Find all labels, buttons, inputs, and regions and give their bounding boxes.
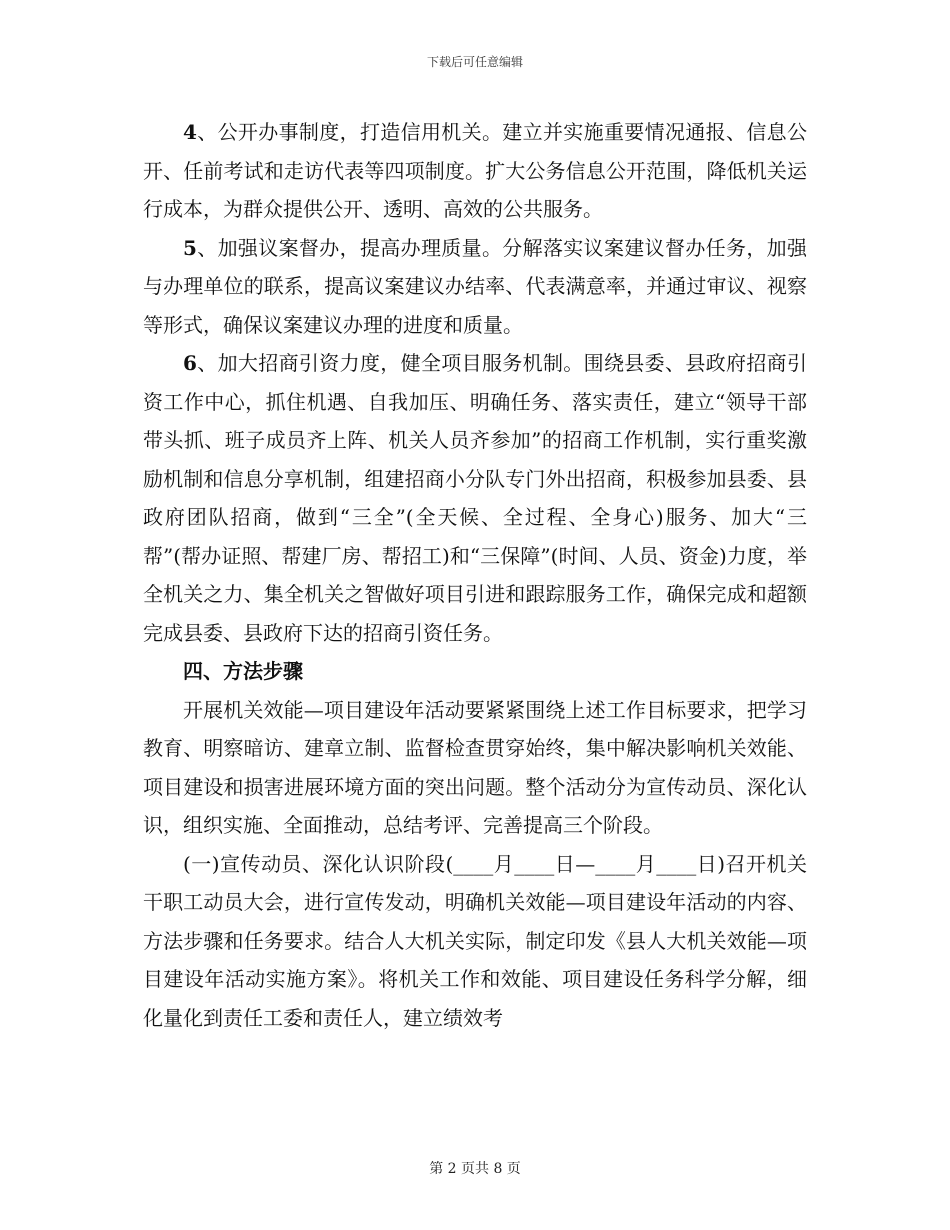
paragraph-text: 、加强议案督办，提高办理质量。分解落实议案建议督办任务，加强与办理单位的联系，提高议案建议办结率、代表满意率，并通过审议、视察等形式，确保议案建议办理的进度和质量。 [143,235,807,337]
page-header: 下载后可任意编辑 [426,55,523,69]
item-number: 5 [183,235,197,260]
section-paragraph: 开展机关效能—项目建设年活动要紧紧围绕上述工作目标要求，把学习教育、明察暗访、建章立制、监督检查贯穿始终，集中解决影响机关效能、项目建设和损害进展环境方面的突出问题。整个活动分为宣传动员、深化认识，组织实施、全面推动，总结考评、完善提高三个阶段。 [143,697,807,837]
document-body [143,113,807,1037]
item-number: 6 [183,351,197,375]
paragraph-text: 、公开办事制度，打造信用机关。建立并实施重要情况通报、信息公开、任前考试和走访代表等四项制度。扩大公务信息公开范围，降低机关运行成本，为群众提供公开、透明、高效的公共服务。 [143,120,807,221]
section-paragraph: (一)宣传动员、深化认识阶段(____月____日—____月____日)召开机关干职工动员大会，进行宣传发动，明确机关效能—项目建设年活动的内容、方法步骤和任务要求。结合人大机关实际，制定印发《县人大机关效能—项目建设年活动实施方案》。将机关工作和效能、项目建设任务科学分解，细化量化到责任工委和责任人，建立绩效考 [143,851,807,1030]
paragraph-item-5 [143,229,807,345]
paragraph-item-6 [143,344,807,652]
paragraph-text: 、加大招商引资力度，健全项目服务机制。围绕县委、县政府招商引资工作中心，抓住机遇、自我加压、明确任务、落实责任，建立“领导干部带头抓、班子成员齐上阵、机关人员齐参加”的招商工作机制，实行重奖激励机制和信息分享机制，组建招商小分队专门外出招商，积极参加县委、县政府团队招商，做到“三全”(全天候、全过程、全身心)服务、加大“三帮”(帮办证照、帮建厂房、帮招工)和“三保障”(时间、人员、资金)力度，举全机关之力、集全机关之智做好项目引进和跟踪服务工作，确保完成和超额完成县委、县政府下达的招商引资任务。 [143,351,807,645]
section-heading: 四、方法步骤 [183,659,303,683]
item-number: 4 [183,120,197,144]
page-footer: 第 2 页共 8 页 [429,1161,521,1177]
paragraph-item-4 [143,113,807,229]
